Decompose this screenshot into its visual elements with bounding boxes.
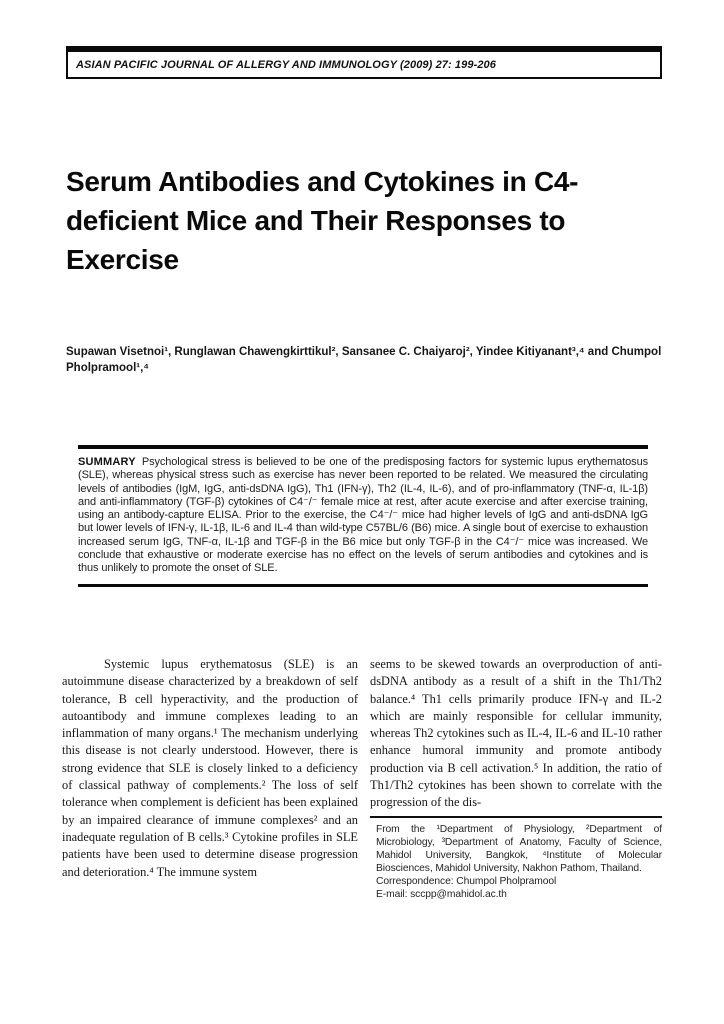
body-paragraph-left: Systemic lupus erythematosus (SLE) is an autoimmune disease characterized by a breakdown of self tolerance, B cell hyperactivity, and the production of autoantibody and immune complexes leading to an inflammation of many organs.¹ The mechanism underlying this disease is not clearly understood. However, there is strong evidence that SLE is closely linked to a deficiency of classical pathway of complements.² The loss of self tolerance when complement is deficient has been explained by an impaired clearance of immune complexes² and an inadequate regulation of B cells.³ Cytokine profiles in SLE patients have been used to determine disease progression and deterioration.⁴ The immune system	[62, 657, 358, 879]
footnote-section	[370, 816, 662, 901]
body-columns	[62, 656, 662, 901]
author-list: Supawan Visetnoi¹, Runglawan Chawengkirttikul², Sansanee C. Chaiyaroj², Yindee Kitiyanant³,⁴ and Chumpol Pholpramool¹,⁴	[66, 346, 662, 374]
footnote-email: E-mail: sccpp@mahidol.ac.th	[376, 888, 507, 900]
footnote-correspondence: Correspondence: Chumpol Pholpramool	[376, 875, 557, 887]
article-title: Serum Antibodies and Cytokines in C4-deficient Mice and Their Responses to Exercise	[66, 166, 579, 275]
summary-text: Psychological stress is believed to be one of the predisposing factors for systemic lupus erythematosus (SLE), whereas physical stress such as exercise has never been reported to be related. We measured the circulating levels of antibodies (IgM, IgG, anti-dsDNA IgG), Th1 (IFN-γ), Th2 (IL-4, IL-6), and of pro-inflammatory (TNF-α, IL-1β) and anti-inflammatory (TGF-β) cytokines of C4⁻/⁻ female mice at rest, after acute exercise and after exercise training, using an antibody-capture ELISA. Prior to the exercise, the C4⁻/⁻ mice had higher levels of IgG and anti-dsDNA IgG but lower levels of IFN-γ, IL-1β, IL-6 and IL-4 than wild-type C57BL/6 (B6) mice. A single bout of exercise to exhaustion increased serum IgG, TNF-α, IL-1β and TGF-β in the B6 mice but only TGF-β in the C4⁻/⁻ mice was increased. We conclude that exhaustive or moderate exercise has no effect on the levels of serum antibodies and cytokines and is thus unlikely to promote the onset of SLE.	[78, 456, 648, 575]
body-column-right	[370, 656, 662, 901]
body-column-left	[62, 656, 358, 901]
journal-title-line: ASIAN PACIFIC JOURNAL OF ALLERGY AND IMMUNOLOGY (2009) 27: 199-206	[76, 59, 496, 71]
footnote-affiliations: From the ¹Department of Physiology, ²Department of Microbiology, ³Department of Anatomy, Faculty of Science, Mahidol University, Bangkok, ⁴Institute of Molecular Biosciences, Mahidol University, Nakhon Pathom, Thailand.	[376, 823, 662, 874]
summary-paragraph	[78, 456, 648, 576]
body-paragraph-right: seems to be skewed towards an overproduction of anti-dsDNA antibody as a result of a shift in the Th1/Th2 balance.⁴ Th1 cells primarily produce IFN-γ and IL-2 which are mainly responsible for cellular immunity, whereas Th2 cytokines such as IL-4, IL-6 and IL-10 rather enhance humoral immunity and promote antibody production via B cell activation.⁵ In addition, the ratio of Th1/Th2 cytokines has been shown to correlate with the progression of the dis-	[370, 657, 662, 810]
summary-label: SUMMARY	[78, 456, 136, 468]
summary-section	[78, 445, 648, 587]
journal-header-box	[66, 46, 662, 79]
